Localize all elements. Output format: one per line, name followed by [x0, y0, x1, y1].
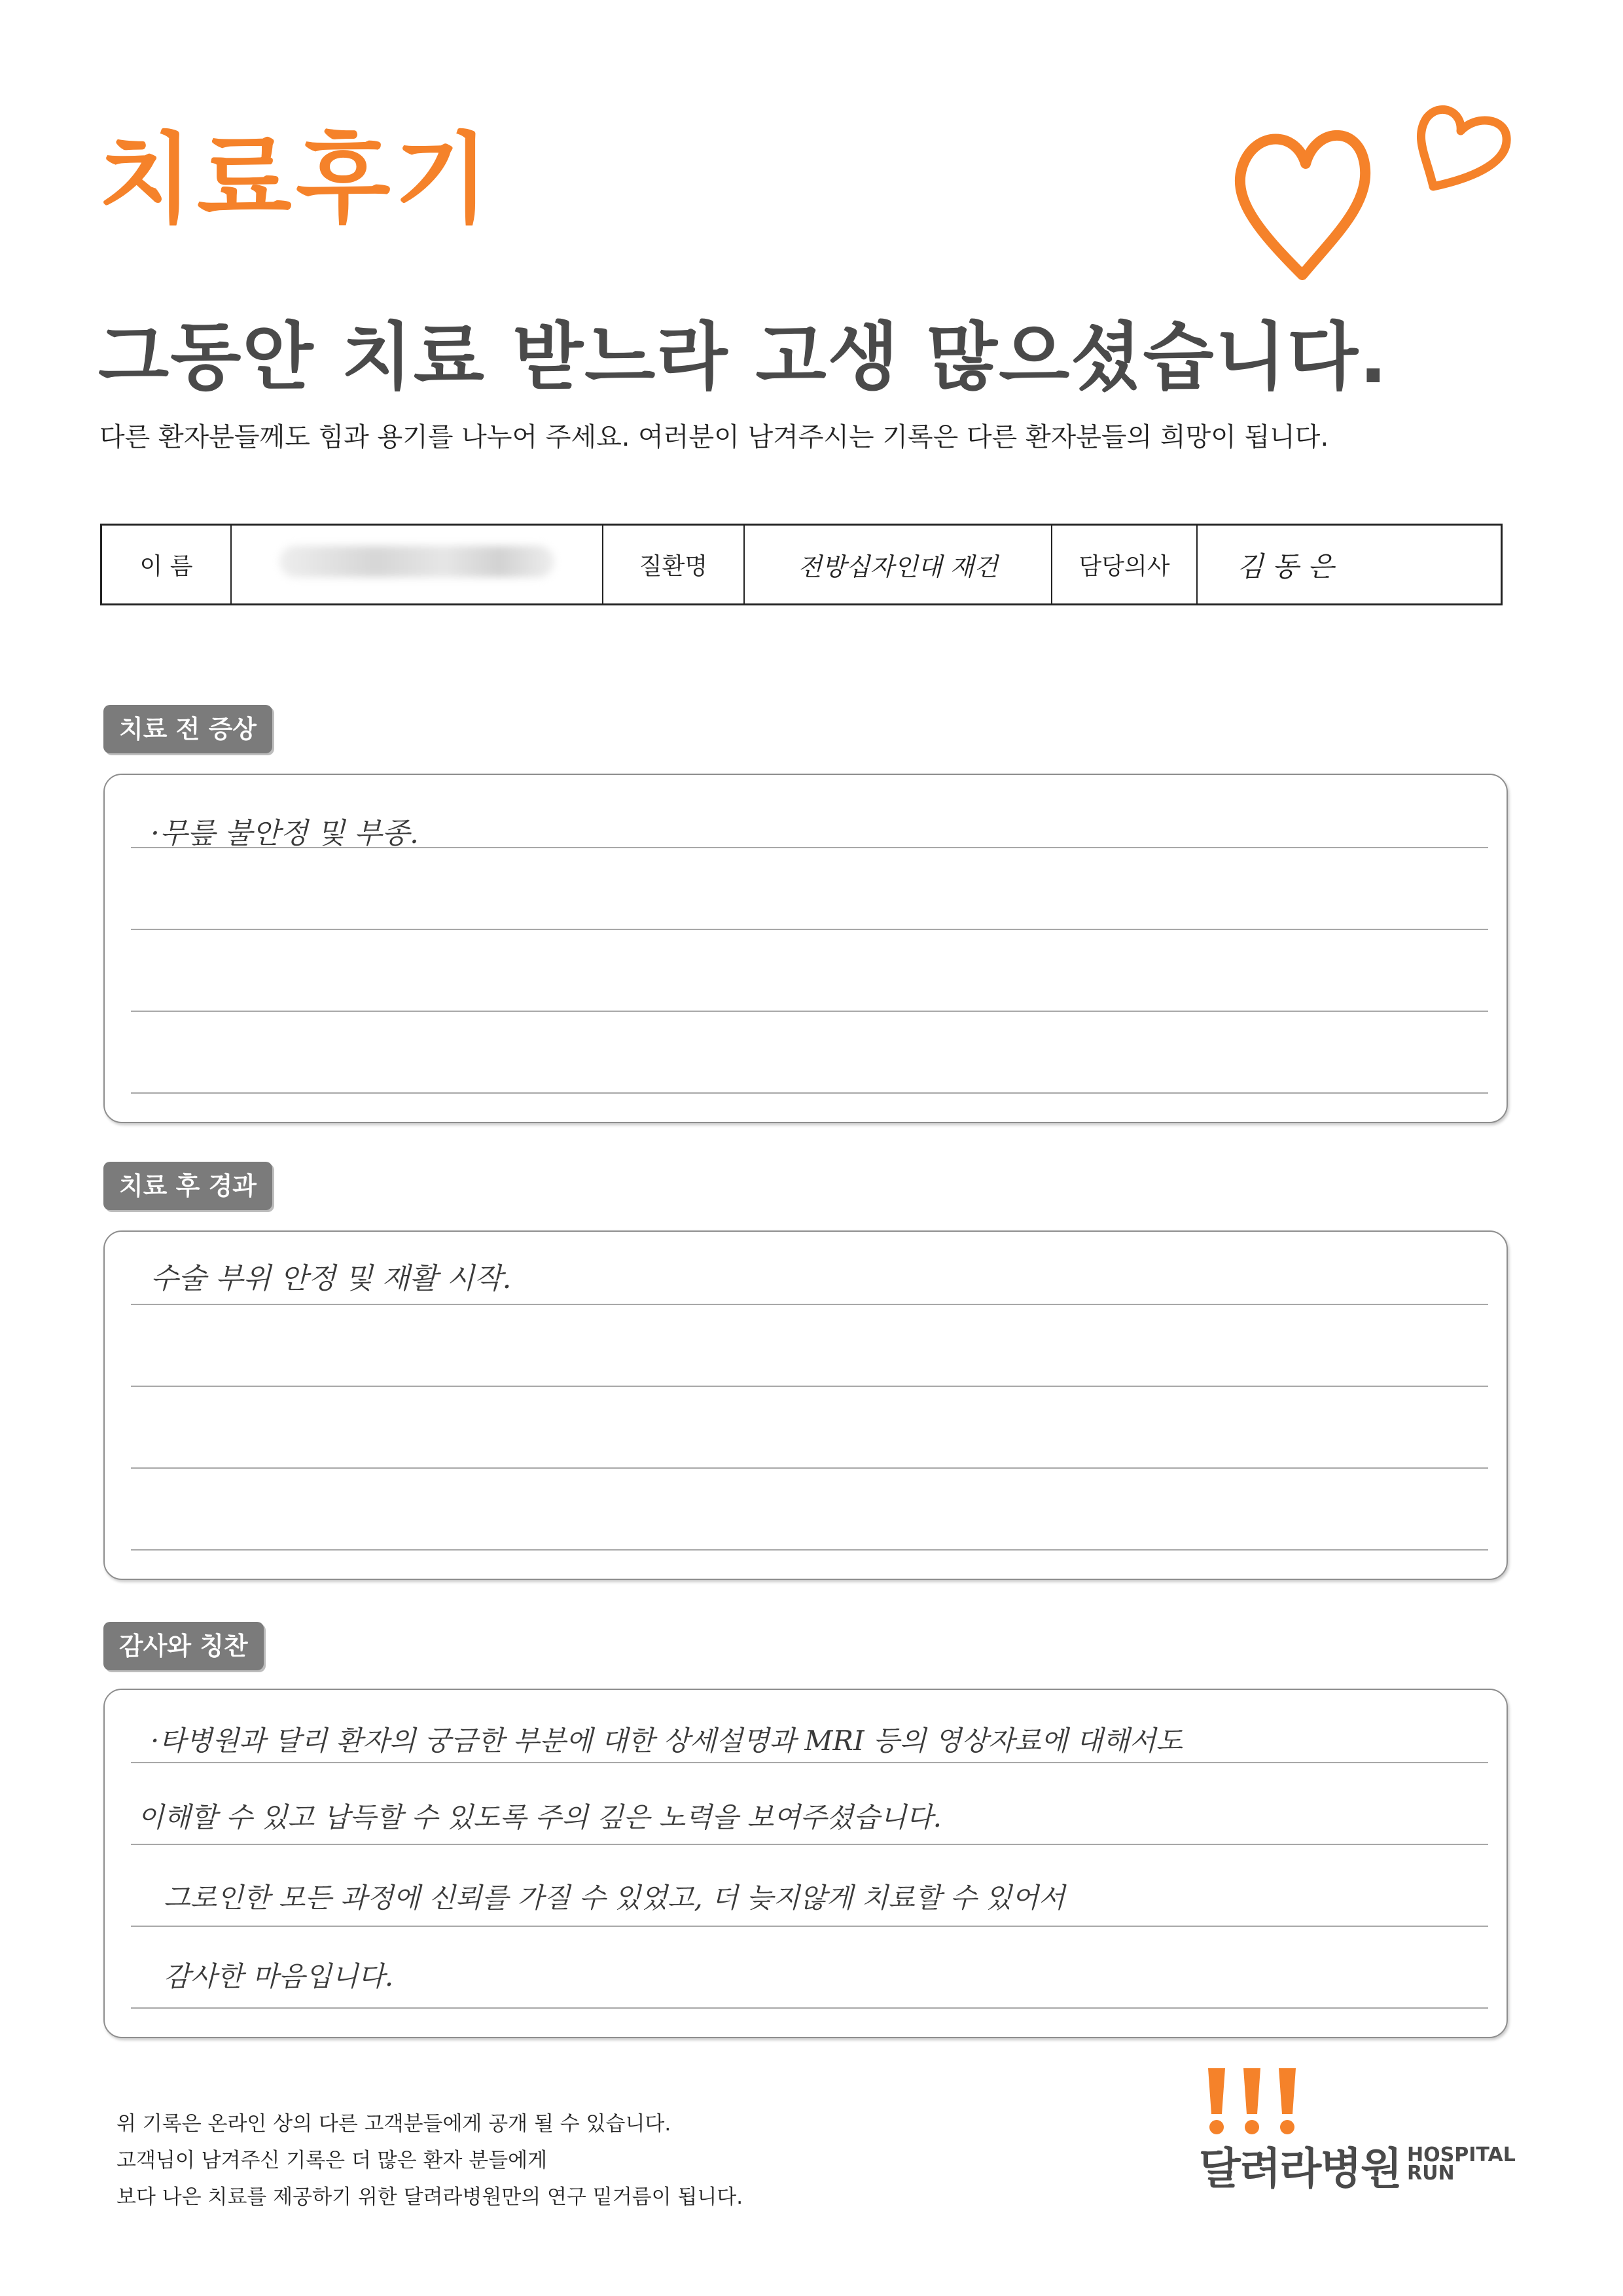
logo-en-line-1: HOSPITAL: [1407, 2144, 1516, 2166]
footer-line-3: 보다 나은 치료를 제공하기 위한 달려라병원만의 연구 밑거름이 됩니다.: [116, 2185, 743, 2209]
handwritten-line: ·무릎 불안정 및 부종.: [151, 817, 419, 850]
handwritten-line: 감사한 마음입니다.: [164, 1960, 394, 1992]
thanks-praise-box: [103, 1689, 1508, 2038]
ruled-line: [131, 1467, 1488, 1469]
ruled-line: [131, 1762, 1488, 1763]
headline: 그동안 치료 받느라 고생 많으셨습니다.: [98, 315, 1389, 400]
ruled-line: [131, 1011, 1488, 1012]
exclamation-marks-icon: [1199, 2068, 1317, 2140]
section-label-before: 치료 전 증상: [103, 705, 272, 753]
handwritten-line: 이해할 수 있고 납득할 수 있도록 주의 깊은 노력을 보여주셨습니다.: [137, 1801, 942, 1833]
disease-value: 전방십자인대 재건: [744, 525, 1052, 605]
disease-label: 질환명: [603, 525, 744, 605]
handwritten-line: 그로인한 모든 과정에 신뢰를 가질 수 있었고, 더 늦지않게 치료할 수 있어서: [164, 1882, 1065, 1914]
doctor-label: 담당의사: [1052, 525, 1197, 605]
info-table: [100, 524, 1503, 605]
before-symptoms-box: [103, 774, 1508, 1123]
ruled-line: [131, 1092, 1488, 1094]
logo-name: 달려라병원: [1199, 2144, 1401, 2194]
ruled-line: [131, 1304, 1488, 1305]
hospital-logo: [1199, 2068, 1516, 2199]
name-value-redacted: [231, 525, 603, 605]
subline: 다른 환자분들께도 힘과 용기를 나누어 주세요. 여러분이 남겨주시는 기록은 다른 환자분들의 희망이 됩니다.: [99, 422, 1329, 452]
doctor-value: 김 동 은: [1197, 525, 1502, 605]
after-progress-box: [103, 1230, 1508, 1580]
ruled-line: [131, 2007, 1488, 2009]
ruled-line: [131, 1926, 1488, 1927]
name-label: 이 름: [101, 525, 232, 605]
footer-line-1: 위 기록은 온라인 상의 다른 고객분들에게 공개 될 수 있습니다.: [116, 2112, 671, 2136]
section-label-thanks: 감사와 칭찬: [103, 1622, 264, 1670]
ruled-line: [131, 1844, 1488, 1845]
hearts-icon: [1217, 65, 1558, 301]
ruled-line: [131, 847, 1488, 848]
page-title: 치료후기: [98, 123, 493, 237]
ruled-line: [131, 929, 1488, 930]
redacted-name: [279, 546, 554, 577]
logo-en-line-2: RUN: [1407, 2162, 1455, 2185]
ruled-line: [131, 1549, 1488, 1551]
ruled-line: [131, 1386, 1488, 1387]
handwritten-line: ·타병원과 달리 환자의 궁금한 부분에 대한 상세설명과 MRI 등의 영상자료에 대해서도: [151, 1725, 1183, 1757]
handwritten-line: 수술 부위 안정 및 재활 시작.: [151, 1262, 512, 1295]
section-label-after: 치료 후 경과: [103, 1162, 272, 1210]
footer-line-2: 고객님이 남겨주신 기록은 더 많은 환자 분들에게: [116, 2149, 548, 2172]
